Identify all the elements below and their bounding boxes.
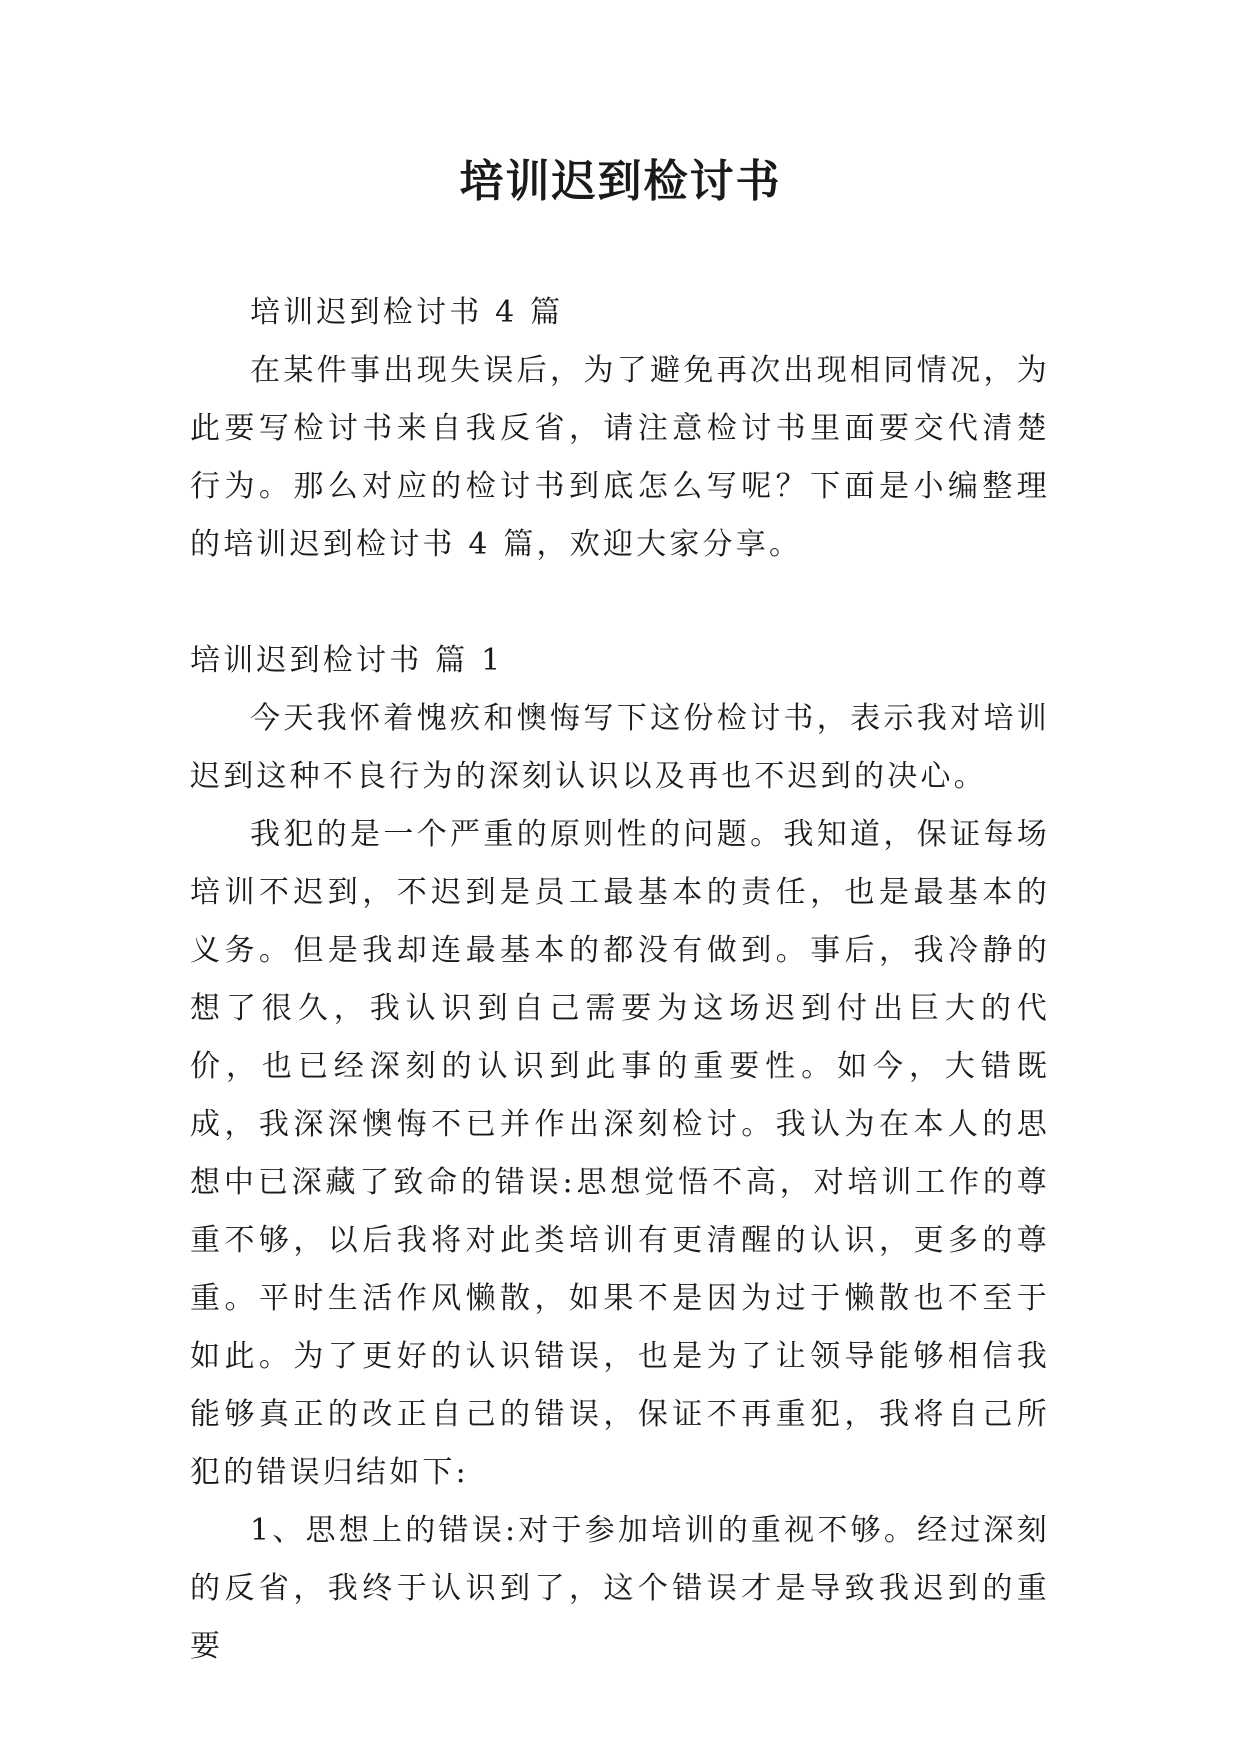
document-title: 培训迟到检讨书 bbox=[459, 156, 782, 207]
document-subtitle: 培训迟到检讨书 4 篇 bbox=[250, 295, 564, 330]
body-paragraph: 我犯的是一个严重的原则性的问题。我知道，保证每场培训不迟到，不迟到是员工最基本的责任，也是最基本的义务。但是我却连最基本的都没有做到。事后，我冷静的想了很久，我认识到自己需要为这场迟到付出巨大的代价，也已经深刻的认识到此事的重要性。如今，大错既成，我深深懊悔不已并作出深刻检讨。我认为在本人的思想中已深藏了致命的错误:思想觉悟不高，对培训工作的尊重不够，以后我将对此类培训有更清醒的认识，更多的尊重。平时生活作风懒散，如果不是因为过于懒散也不至于如此。为了更好的认识错误，也是为了让领导能够相信我能够真正的改正自己的错误，保证不再重犯，我将自己所犯的错误归结如下: bbox=[190, 817, 1050, 1490]
section-heading: 培训迟到检讨书 篇 1 bbox=[190, 643, 504, 678]
document-body bbox=[190, 284, 1050, 1676]
body-paragraph: 1、思想上的错误:对于参加培训的重视不够。经过深刻的反省，我终于认识到了，这个错误才是导致我迟到的重要 bbox=[190, 1513, 1050, 1664]
intro-paragraph: 在某件事出现失误后，为了避免再次出现相同情况，为此要写检讨书来自我反省，请注意检讨书里面要交代清楚行为。那么对应的检讨书到底怎么写呢？下面是小编整理的培训迟到检讨书 4 篇，欢迎大家分享。 bbox=[190, 353, 1050, 562]
body-paragraph: 今天我怀着愧疚和懊悔写下这份检讨书，表示我对培训迟到这种不良行为的深刻认识以及再也不迟到的决心。 bbox=[190, 701, 1050, 794]
